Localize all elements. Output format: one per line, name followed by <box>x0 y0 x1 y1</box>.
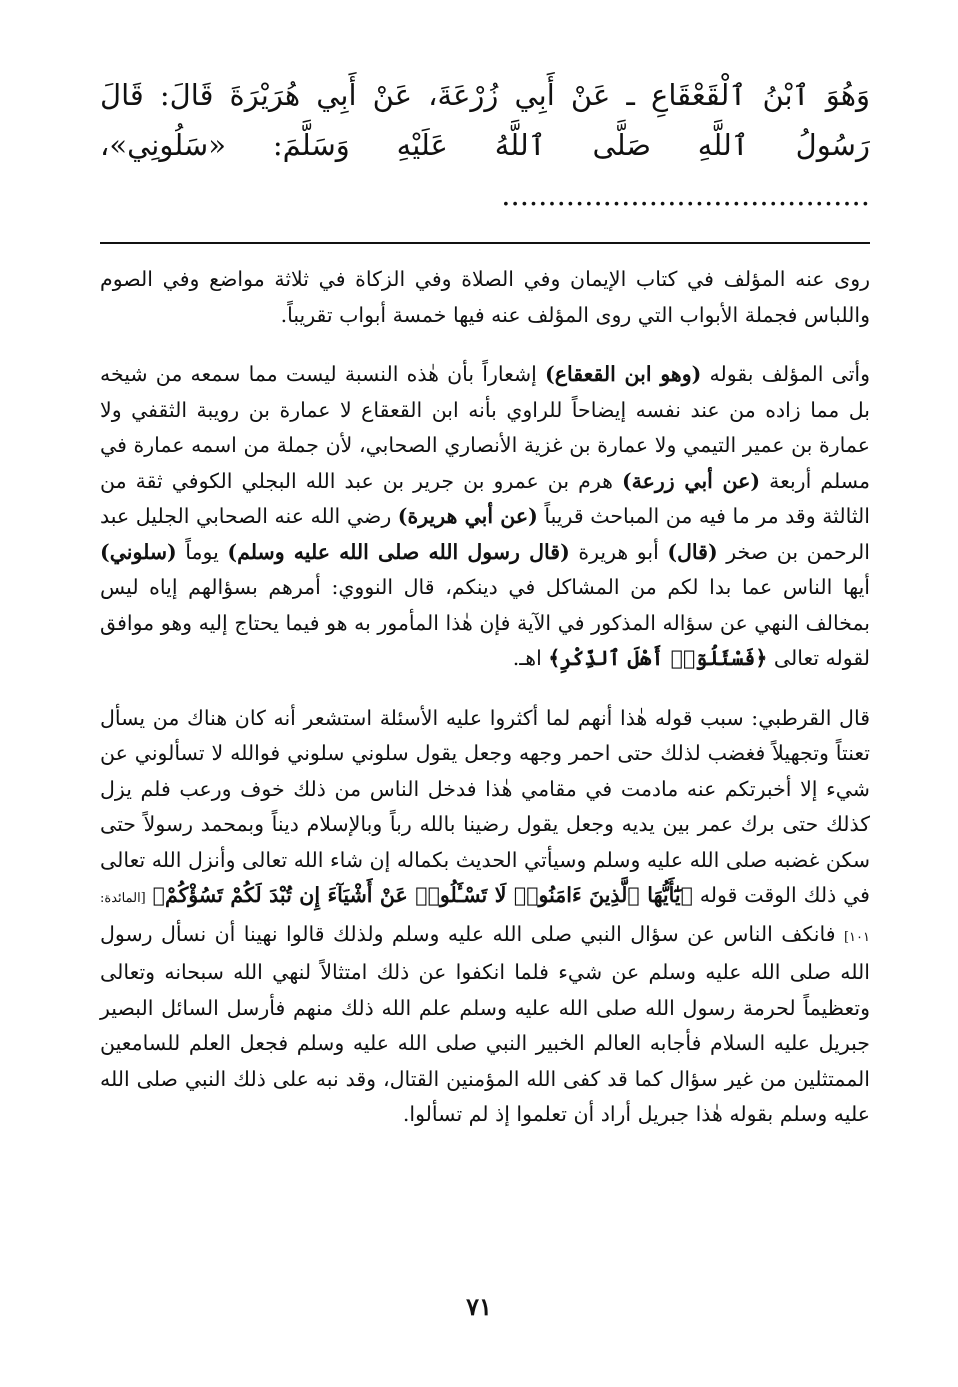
commentary-text: أيها الناس عما بدا لكم من المشاكل في دينكم، قال النووي: أمرهم بسؤالهم إياه ليس بمخالف النهي عن سؤاله المذكور في الآية فإن هٰذا المأمور به هو فيما يحتاج إليه وهو موافق لقوله تعالى <box>100 575 870 670</box>
commentary-text: هرم بن عمرو بن جرير بن عبد الله البجلي الكوفي ثقة من الثالثة وقد مر ما فيه من المباحث قريباً <box>100 468 870 528</box>
page-body <box>100 70 870 1133</box>
commentary-text: أبو هريرة <box>569 539 668 564</box>
commentary-text: إشعاراً بأن هٰذه النسبة ليست مما سمعه من شيخه بل مما زاده من عند نفسه إيضاحاً للراوي بأنه ابن القعقاع لا عمارة بن رويبة الثقفي ولا عمارة بن عمير التيمي ولا عمارة بن غزية الأنصاري الصحابي، لأن جملة من اسمه عمارة في مسلم أربعة <box>100 362 870 493</box>
commentary-paragraph-2 <box>100 357 870 677</box>
verse-reference: [المائدة: ١٠١] <box>100 891 870 945</box>
quran-verse: ﴿يَٰٓأَيُّهَا ٱلَّذِينَ ءَامَنُوا۟ لَا تَسْـَٔلُوا۟ عَنْ أَشْيَآءَ إِن تُبْدَ لَكُمْ تَسُؤْكُمْ﴾ <box>152 883 693 907</box>
commentary <box>100 262 870 1133</box>
hadith-text <box>100 70 870 220</box>
quoted-phrase: (عن أبي هريرة) <box>397 504 538 528</box>
commentary-text: يوماً <box>176 539 228 564</box>
quoted-phrase: (عن أبي زرعة) <box>621 468 761 493</box>
hadith-line: وَهُوَ ٱبْنُ ٱلْقَعْقَاعِ ـ عَنْ أَبِي زُرْعَةَ، عَنْ أَبِي هُرَيْرَةَ قَالَ: قَالَ رَسُولُ ٱللَّهِ صَلَّى ٱللَّهُ عَلَيْهِ وَسَلَّمَ: «سَلُونِي»، <box>100 78 870 162</box>
quoted-phrase: (سلوني) <box>100 539 177 564</box>
separator-rule <box>100 242 870 244</box>
quoted-phrase: (قال) <box>667 539 718 564</box>
page-number: ٧١ <box>466 1292 492 1321</box>
quoted-phrase: ﴿فَسْئَلُوٓا۟ أَهْلَ ٱلذِّكْرِ﴾ <box>548 646 768 670</box>
commentary-text: وأتى المؤلف بقوله <box>701 362 870 386</box>
hadith-paragraph <box>100 70 870 220</box>
commentary-text: قال القرطبي: سبب قوله هٰذا أنهم لما أكثروا عليه الأسئلة استشعر أنه كان هناك من يسأل تعنتاً وتجهيلاً فغضب لذلك حتى احمر وجهه وجعل يقول سلوني سلوني فوالله لا تسألوني عن شيء إلا أخبرتكم عنه مادمت في مقامي هٰذا فدخل الناس من ذلك خوف ورعب فلم يزل كذلك حتى برك عمر بين يديه وجعل يقول رضينا بالله رباً وبالإسلام ديناً وبمحمد رسولاً حتى سكن غضبه صلى الله عليه وسلم وسيأتي الحديث بكماله إن شاء الله تعالى وأنزل الله تعالى في ذلك الوقت قوله <box>100 705 870 907</box>
commentary-paragraph-3 <box>100 701 870 1133</box>
quoted-phrase: (وهو ابن القعقاع) <box>545 362 702 386</box>
commentary-paragraph-1: روى عنه المؤلف في كتاب الإيمان وفي الصلاة وفي الزكاة في ثلاثة مواضع وفي الصوم واللباس فجملة الأبواب التي روى المؤلف عنه فيها خمسة أبواب تقريباً. <box>100 267 870 327</box>
quoted-phrase: (قال رسول الله صلى الله عليه وسلم) <box>227 539 570 564</box>
commentary-text: رضي الله عنه الصحابي الجليل عبد الرحمن بن صخر <box>100 504 870 564</box>
hadith-dots: ........................................ <box>501 178 870 212</box>
commentary-text: اهـ. <box>512 646 549 670</box>
commentary-text: فانكف الناس عن سؤال النبي صلى الله عليه وسلم ولذلك قالوا نهينا أن نسأل رسول الله صلى الله عليه وسلم عن شيء فلما انكفوا عن ذلك امتثالاً لنهي الله سبحانه وتعالى وتعظيماً لحرمة رسول الله صلى الله عليه وسلم علم الله ذلك منهم فأرسل السائل البصير جبريل عليه السلام فأجابه العالم الخبير النبي صلى الله عليه وسلم فجعل العلم للسامعين الممتثلين من غير سؤال كما قد كفى الله المؤمنين القتال، وقد نبه على ذلك النبي صلى الله عليه وسلم بقوله هٰذا جبريل أراد أن تعلموا إذ لم تسألوا. <box>100 921 870 1126</box>
